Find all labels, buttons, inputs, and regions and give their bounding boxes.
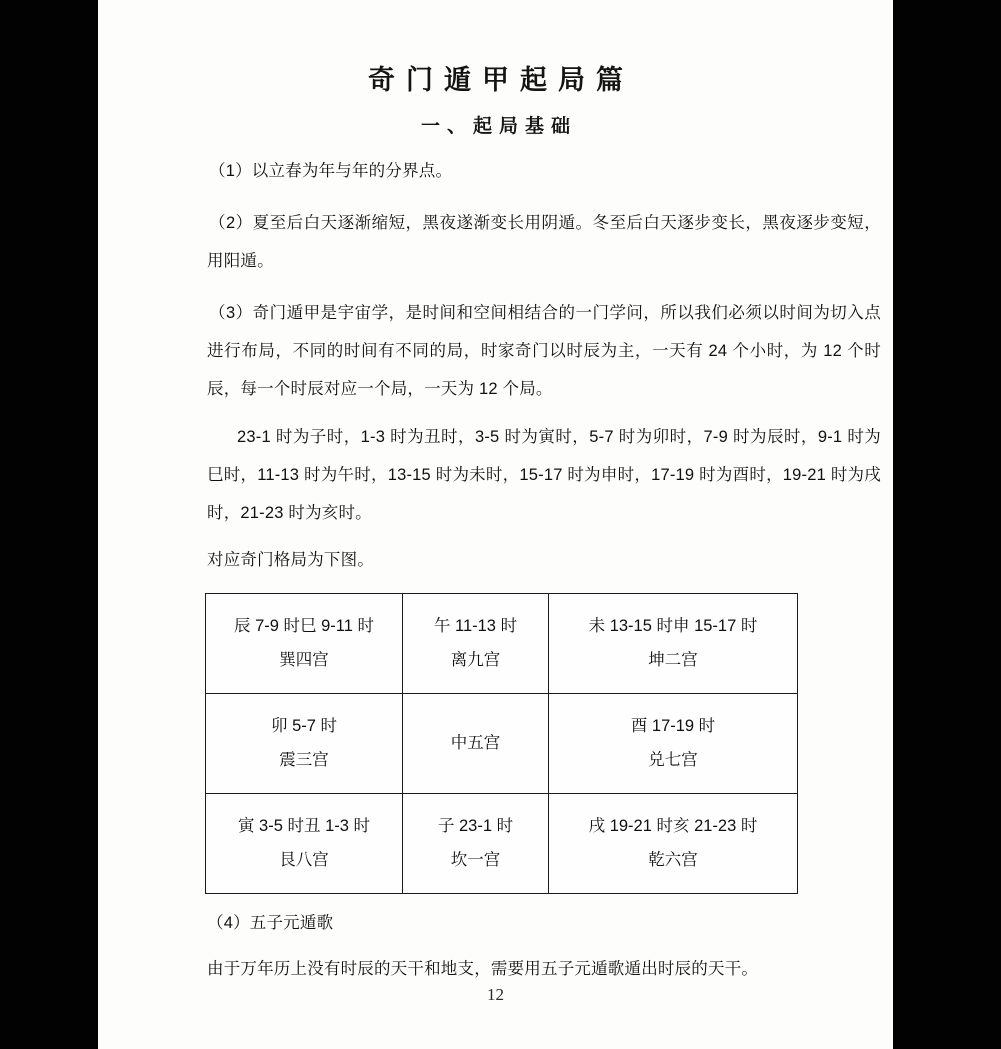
paragraph-3: （3）奇门遁甲是宇宙学，是时间和空间相结合的一门学问，所以我们必须以时间为切入点进行布局，不同的时间有不同的局，时家奇门以时辰为主，一天有 24 个小时，为 12 个时辰，每一个时辰对应一个局，一天为 12 个局。: [207, 304, 881, 398]
scan-border-left: [0, 0, 98, 1049]
paragraph-2: （2）夏至后白天逐渐缩短，黑夜遂渐变长用阴遁。冬至后白天逐步变长，黑夜逐步变短，用阳遁。: [207, 214, 881, 270]
palace-time-range: 午 11-13 时: [433, 617, 518, 635]
scan-border-right: [893, 0, 1001, 1049]
palace-name: 艮八宫: [279, 851, 329, 869]
palace-cell-gen: [206, 794, 403, 894]
palace-cell-dui: [549, 694, 798, 794]
table-row: [206, 794, 798, 894]
palace-name: 兑七宫: [648, 751, 698, 769]
paragraph-table-intro: 对应奇门格局为下图。: [207, 551, 374, 569]
palace-cell-zhen: [206, 694, 403, 794]
document-page: [98, 0, 893, 1049]
palace-name: 震三宫: [279, 751, 329, 769]
table-row: [206, 694, 798, 794]
palace-cell-li: [403, 594, 549, 694]
paragraph-4-heading: （4）五子元遁歌: [207, 914, 334, 932]
paragraph-1: （1）以立春为年与年的分界点。: [209, 162, 453, 180]
palace-cell-qian: [549, 794, 798, 894]
body-text-block-lower: [98, 904, 893, 988]
palace-name: 乾六宫: [648, 851, 698, 869]
palace-cell-xun: [206, 594, 403, 694]
palace-cell-kan: [403, 794, 549, 894]
page-number: 12: [487, 985, 504, 1004]
table-row: [206, 594, 798, 694]
palace-time-range: 寅 3-5 时丑 1-3 时: [237, 817, 371, 835]
palace-time-range: 子 23-1 时: [437, 817, 514, 835]
palace-time-range: 酉 17-19 时: [630, 717, 716, 735]
palace-name: 离九宫: [450, 651, 501, 669]
palace-name: 巽四宫: [279, 651, 329, 669]
palace-cell-kun: [549, 594, 798, 694]
palace-time-range: 卯 5-7 时: [270, 717, 338, 735]
paragraph-hour-branches: 23-1 时为子时，1-3 时为丑时，3-5 时为寅时，5-7 时为卯时，7-9 时为辰时，9-1 时为巳时，11-13 时为午时，13-15 时为未时，15-17 时为申时，17-19 时为酉时，19-21 时为戌时，21-23 时为亥时。: [207, 428, 881, 522]
palace-time-range: 辰 7-9 时巳 9-11 时: [234, 617, 374, 635]
nine-palace-table: [205, 593, 798, 894]
palace-name: 坎一宫: [450, 851, 501, 869]
paragraph-wuzi-explanation: 由于万年历上没有时辰的天干和地支，需要用五子元遁歌遁出时辰的天干。: [207, 960, 759, 978]
palace-cell-center: [403, 694, 549, 794]
body-text-block: [98, 152, 893, 579]
palace-name: 中五宫: [450, 734, 501, 752]
palace-name: 坤二宫: [648, 651, 698, 669]
palace-time-range: 未 13-15 时申 15-17 时: [588, 617, 758, 635]
page-title: 奇门遁甲起局篇: [368, 65, 634, 95]
nine-palace-table-wrapper: [98, 593, 893, 894]
palace-time-range: 戌 19-21 时亥 21-23 时: [588, 817, 758, 835]
section-heading: 一、起局基础: [420, 116, 577, 137]
